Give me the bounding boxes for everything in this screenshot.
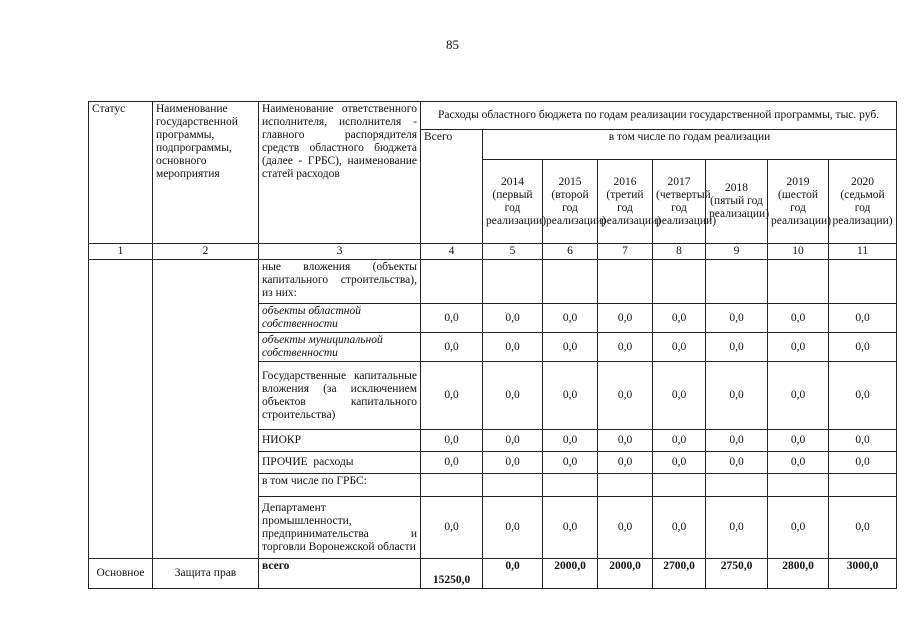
value-cell: 0,0 bbox=[768, 430, 829, 452]
value-cell: 0,0 bbox=[829, 333, 897, 362]
col-number: 2 bbox=[153, 244, 259, 260]
row-label: объекты муниципальной собственности bbox=[259, 333, 421, 362]
value-cell: 0,0 bbox=[543, 430, 598, 452]
col-number: 6 bbox=[543, 244, 598, 260]
value-cell: 0,0 bbox=[483, 304, 543, 333]
value-cell bbox=[653, 474, 706, 497]
value-cell: 2700,0 bbox=[653, 559, 706, 589]
table-row-total bbox=[89, 559, 897, 589]
value-cell: 0,0 bbox=[483, 430, 543, 452]
value-cell: 0,0 bbox=[543, 362, 598, 430]
header-by-years: в том числе по годам реализации bbox=[483, 130, 897, 160]
value-cell bbox=[653, 260, 706, 304]
table-row bbox=[89, 260, 897, 304]
value-cell: 0,0 bbox=[706, 304, 768, 333]
row-label: в том числе по ГРБС: bbox=[259, 474, 421, 497]
col-number: 5 bbox=[483, 244, 543, 260]
value-cell: 0,0 bbox=[768, 362, 829, 430]
value-cell: 0,0 bbox=[421, 497, 483, 559]
value-cell: 0,0 bbox=[829, 304, 897, 333]
row-label: ные вложения (объекты капитального строительства), из них: bbox=[259, 260, 421, 304]
value-cell: 0,0 bbox=[421, 333, 483, 362]
col-number: 9 bbox=[706, 244, 768, 260]
col-number: 1 bbox=[89, 244, 153, 260]
value-cell: 0,0 bbox=[483, 333, 543, 362]
value-cell: 2750,0 bbox=[706, 559, 768, 589]
value-cell bbox=[543, 260, 598, 304]
program-cell bbox=[153, 260, 259, 559]
header-status: Статус bbox=[89, 102, 153, 244]
header-expenses: Расходы областного бюджета по годам реализации государственной программы, тыс. руб. bbox=[421, 102, 897, 130]
value-cell: 0,0 bbox=[483, 497, 543, 559]
header-year-2016: 2016 (третий год реализации) bbox=[598, 160, 653, 244]
value-cell: 0,0 bbox=[421, 304, 483, 333]
col-number: 10 bbox=[768, 244, 829, 260]
value-cell: 0,0 bbox=[421, 362, 483, 430]
value-cell bbox=[706, 260, 768, 304]
value-cell: 0,0 bbox=[483, 452, 543, 474]
header-year-2019: 2019 (шестой год реализации) bbox=[768, 160, 829, 244]
header-program-name: Наименование государственной программы, подпрограммы, основного мероприятия bbox=[153, 102, 259, 244]
value-cell: 0,0 bbox=[706, 333, 768, 362]
value-cell: 0,0 bbox=[598, 362, 653, 430]
value-cell bbox=[421, 260, 483, 304]
value-cell bbox=[483, 474, 543, 497]
header-year-2015: 2015 (второй год реализации) bbox=[543, 160, 598, 244]
value-cell bbox=[829, 260, 897, 304]
value-cell: 0,0 bbox=[706, 362, 768, 430]
row-label: Государственные капитальные вложения (за исключением объектов капитального строительства) bbox=[259, 362, 421, 430]
col-number: 8 bbox=[653, 244, 706, 260]
value-cell: 0,0 bbox=[706, 430, 768, 452]
column-numbers-row bbox=[89, 244, 897, 260]
value-cell: 0,0 bbox=[483, 559, 543, 589]
col-number: 3 bbox=[259, 244, 421, 260]
value-cell: 15250,0 bbox=[421, 559, 483, 589]
col-number: 11 bbox=[829, 244, 897, 260]
row-label: ПРОЧИЕ расходы bbox=[259, 452, 421, 474]
value-cell: 0,0 bbox=[768, 333, 829, 362]
status-cell: Основное bbox=[89, 559, 153, 589]
value-cell: 0,0 bbox=[829, 362, 897, 430]
row-label: Департамент промышленности, предпринимательства и торговли Воронежской области bbox=[259, 497, 421, 559]
value-cell: 2000,0 bbox=[598, 559, 653, 589]
value-cell: 0,0 bbox=[543, 497, 598, 559]
value-cell: 0,0 bbox=[483, 362, 543, 430]
value-cell: 0,0 bbox=[653, 497, 706, 559]
header-row-1 bbox=[89, 102, 897, 130]
status-cell bbox=[89, 260, 153, 559]
page-number: 85 bbox=[446, 37, 459, 52]
value-cell: 0,0 bbox=[768, 304, 829, 333]
program-cell: Защита прав bbox=[153, 559, 259, 589]
value-cell: 0,0 bbox=[829, 452, 897, 474]
value-cell: 0,0 bbox=[543, 452, 598, 474]
value-cell: 0,0 bbox=[706, 497, 768, 559]
header-total: Всего bbox=[421, 130, 483, 244]
value-cell bbox=[768, 260, 829, 304]
value-cell bbox=[706, 474, 768, 497]
value-cell: 0,0 bbox=[653, 333, 706, 362]
value-cell: 0,0 bbox=[598, 497, 653, 559]
value-cell: 2800,0 bbox=[768, 559, 829, 589]
value-cell: 0,0 bbox=[543, 304, 598, 333]
value-cell: 0,0 bbox=[653, 452, 706, 474]
value-cell: 0,0 bbox=[829, 497, 897, 559]
value-cell bbox=[421, 474, 483, 497]
header-year-2017: 2017 (четвертый год реализации) bbox=[653, 160, 706, 244]
budget-table bbox=[88, 101, 897, 589]
value-cell bbox=[598, 474, 653, 497]
header-year-2014: 2014 (первый год реализации) bbox=[483, 160, 543, 244]
value-cell: 0,0 bbox=[653, 430, 706, 452]
value-cell: 0,0 bbox=[768, 497, 829, 559]
value-cell bbox=[598, 260, 653, 304]
value-cell: 0,0 bbox=[768, 452, 829, 474]
value-cell bbox=[768, 474, 829, 497]
value-cell: 0,0 bbox=[421, 430, 483, 452]
value-cell bbox=[543, 474, 598, 497]
col-number: 4 bbox=[421, 244, 483, 260]
value-cell: 0,0 bbox=[598, 452, 653, 474]
value-cell bbox=[483, 260, 543, 304]
value-cell: 0,0 bbox=[653, 304, 706, 333]
row-label: всего bbox=[259, 559, 421, 589]
header-responsible: Наименование ответственного исполнителя, исполнителя - главного распорядителя средств областного бюджета (далее - ГРБС), наименование статей расходов bbox=[259, 102, 421, 244]
row-label: НИОКР bbox=[259, 430, 421, 452]
value-cell: 0,0 bbox=[598, 430, 653, 452]
value-cell bbox=[829, 474, 897, 497]
value-cell: 0,0 bbox=[598, 304, 653, 333]
value-cell: 3000,0 bbox=[829, 559, 897, 589]
row-label: объекты областной собственности bbox=[259, 304, 421, 333]
header-year-2018: 2018 (пятый год реализации) bbox=[706, 160, 768, 244]
value-cell: 0,0 bbox=[543, 333, 598, 362]
value-cell: 0,0 bbox=[598, 333, 653, 362]
value-cell: 0,0 bbox=[829, 430, 897, 452]
value-cell: 0,0 bbox=[421, 452, 483, 474]
col-number: 7 bbox=[598, 244, 653, 260]
header-year-2020: 2020 (седьмой год реализации) bbox=[829, 160, 897, 244]
value-cell: 0,0 bbox=[706, 452, 768, 474]
value-cell: 0,0 bbox=[653, 362, 706, 430]
value-cell: 2000,0 bbox=[543, 559, 598, 589]
